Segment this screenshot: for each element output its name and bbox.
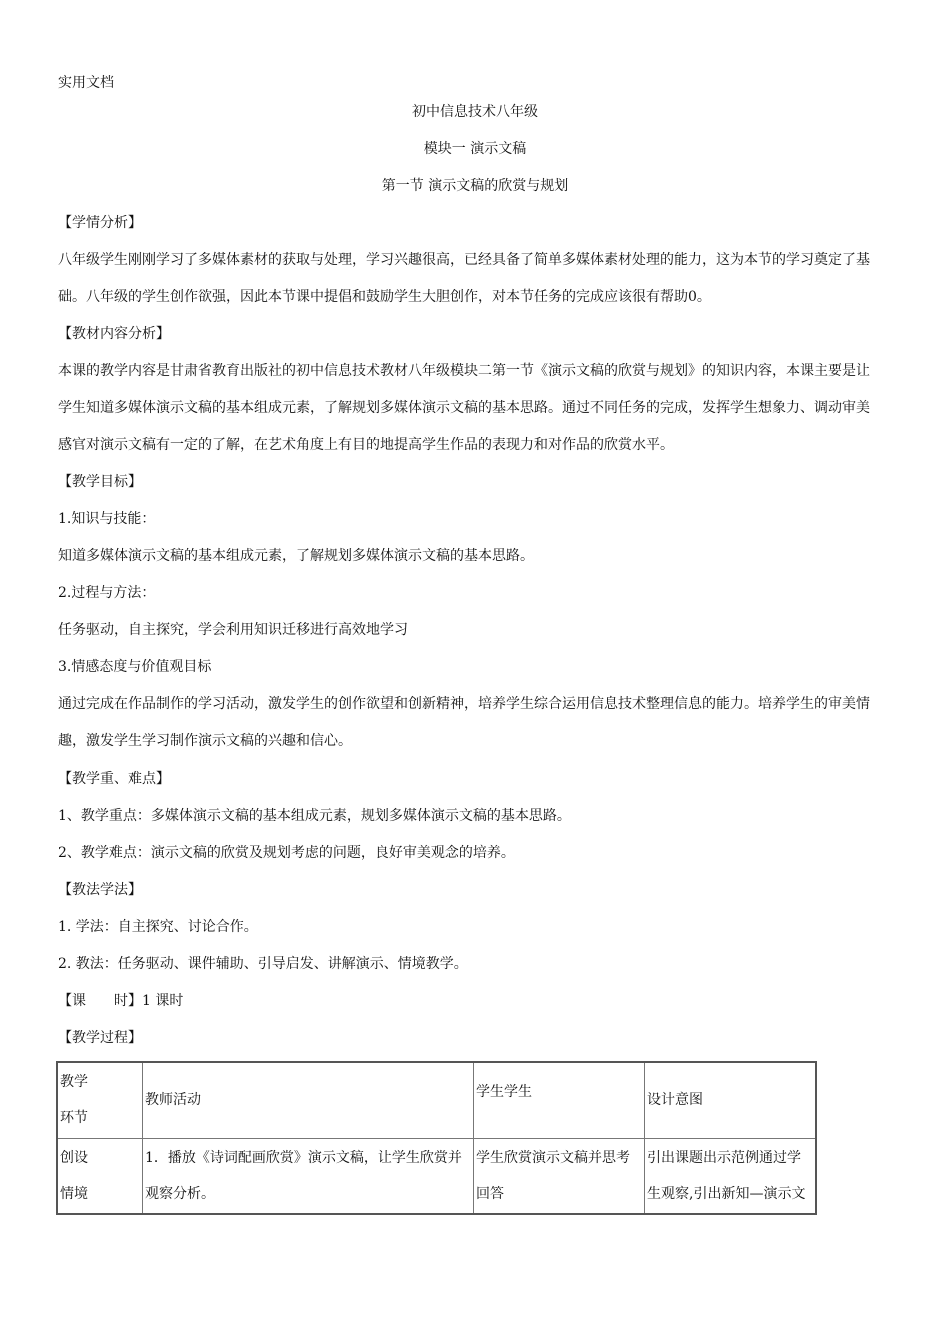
- cell-teacher-activity: [143, 1138, 474, 1214]
- analysis-heading: 【学情分析】: [58, 215, 142, 231]
- header-cell-teacher: 教师活动: [143, 1062, 474, 1138]
- goal-1-text: 知道多媒体演示文稿的基本组成元素，了解规划多媒体演示文稿的基本思路。: [58, 548, 534, 564]
- table-row: [57, 1138, 816, 1214]
- title-section: 第一节 演示文稿的欣赏与规划: [381, 178, 569, 194]
- header-label: 实用文档: [58, 75, 114, 91]
- header-cell-intent: 设计意图: [645, 1062, 817, 1138]
- methods-heading: 【教法学法】: [58, 882, 142, 898]
- goal-2-text: 任务驱动，自主探究，学会利用知识迁移进行高效地学习: [58, 622, 408, 638]
- student-line-2: 回答: [476, 1185, 504, 1202]
- content-heading: 【教材内容分析】: [58, 326, 170, 342]
- method-1: 1. 学法：自主探究、讨论合作。: [58, 919, 258, 935]
- intent-line-1: 引出课题出示范例通过学: [647, 1149, 801, 1166]
- table-header-row: [57, 1062, 816, 1138]
- header-cell-stage: [57, 1062, 143, 1138]
- goal-3-line-2: 趣，激发学生学习制作演示文稿的兴趣和信心。: [58, 733, 352, 749]
- student-line-1: 学生欣赏演示文稿并思考: [476, 1149, 630, 1166]
- title-module: 模块一 演示文稿: [423, 141, 527, 157]
- key-points-heading: 【教学重、难点】: [58, 771, 170, 787]
- analysis-line-2: 础。八年级的学生创作欲强，因此本节课中提倡和鼓励学生大胆创作，对本节任务的完成应该很有帮助0。: [58, 289, 711, 305]
- analysis-line-1: 八年级学生刚刚学习了多媒体素材的获取与处理，学习兴趣很高，已经具备了简单多媒体素材处理的能力，这为本节的学习奠定了基: [58, 252, 870, 268]
- class-hours: 【课 时】1 课时: [58, 993, 184, 1009]
- teacher-line-1: 1．播放《诗词配画欣赏》演示文稿，让学生欣赏并: [145, 1149, 462, 1166]
- goal-3-line-1: 通过完成在作品制作的学习活动，激发学生的创作欲望和创新精神，培养学生综合运用信息技术整理信息的能力。培养学生的审美情: [58, 696, 870, 712]
- goals-heading: 【教学目标】: [58, 474, 142, 490]
- key-point-1: 1、教学重点：多媒体演示文稿的基本组成元素，规划多媒体演示文稿的基本思路。: [58, 808, 571, 824]
- key-point-2: 2、教学难点：演示文稿的欣赏及规划考虑的问题，良好审美观念的培养。: [58, 845, 515, 861]
- header-stage-line-2: 环节: [60, 1110, 88, 1127]
- content-line-1: 本课的教学内容是甘肃省教育出版社的初中信息技术教材八年级模块二第一节《演示文稿的欣赏与规划》的知识内容，本课主要是让: [58, 363, 870, 379]
- intent-line-2: 生观察,引出新知—演示文: [647, 1185, 806, 1202]
- method-2: 2. 教法：任务驱动、课件辅助、引导启发、讲解演示、情境教学。: [58, 956, 468, 972]
- stage-line-2: 情境: [60, 1185, 88, 1202]
- goal-1-title: 1.知识与技能：: [58, 511, 156, 527]
- process-heading: 【教学过程】: [58, 1030, 142, 1046]
- content-line-3: 感官对演示文稿有一定的了解，在艺术角度上有目的地提高学生作品的表现力和对作品的欣赏水平。: [58, 437, 674, 453]
- stage-line-1: 创设: [60, 1149, 88, 1166]
- header-cell-student: 学生学生: [474, 1062, 645, 1138]
- process-table: [56, 1061, 817, 1215]
- title-grade: 初中信息技术八年级: [412, 104, 538, 120]
- goal-2-title: 2.过程与方法：: [58, 585, 156, 601]
- goal-3-title: 3.情感态度与价值观目标: [58, 659, 212, 675]
- cell-student-activity: [474, 1138, 645, 1214]
- cell-stage: [57, 1138, 143, 1214]
- header-stage-line-1: 教学: [60, 1074, 88, 1091]
- cell-design-intent: [645, 1138, 817, 1214]
- content-line-2: 学生知道多媒体演示文稿的基本组成元素，了解规划多媒体演示文稿的基本思路。通过不同任务的完成，发挥学生想象力、调动审美: [58, 400, 870, 416]
- teacher-line-2: 观察分析。: [145, 1185, 215, 1202]
